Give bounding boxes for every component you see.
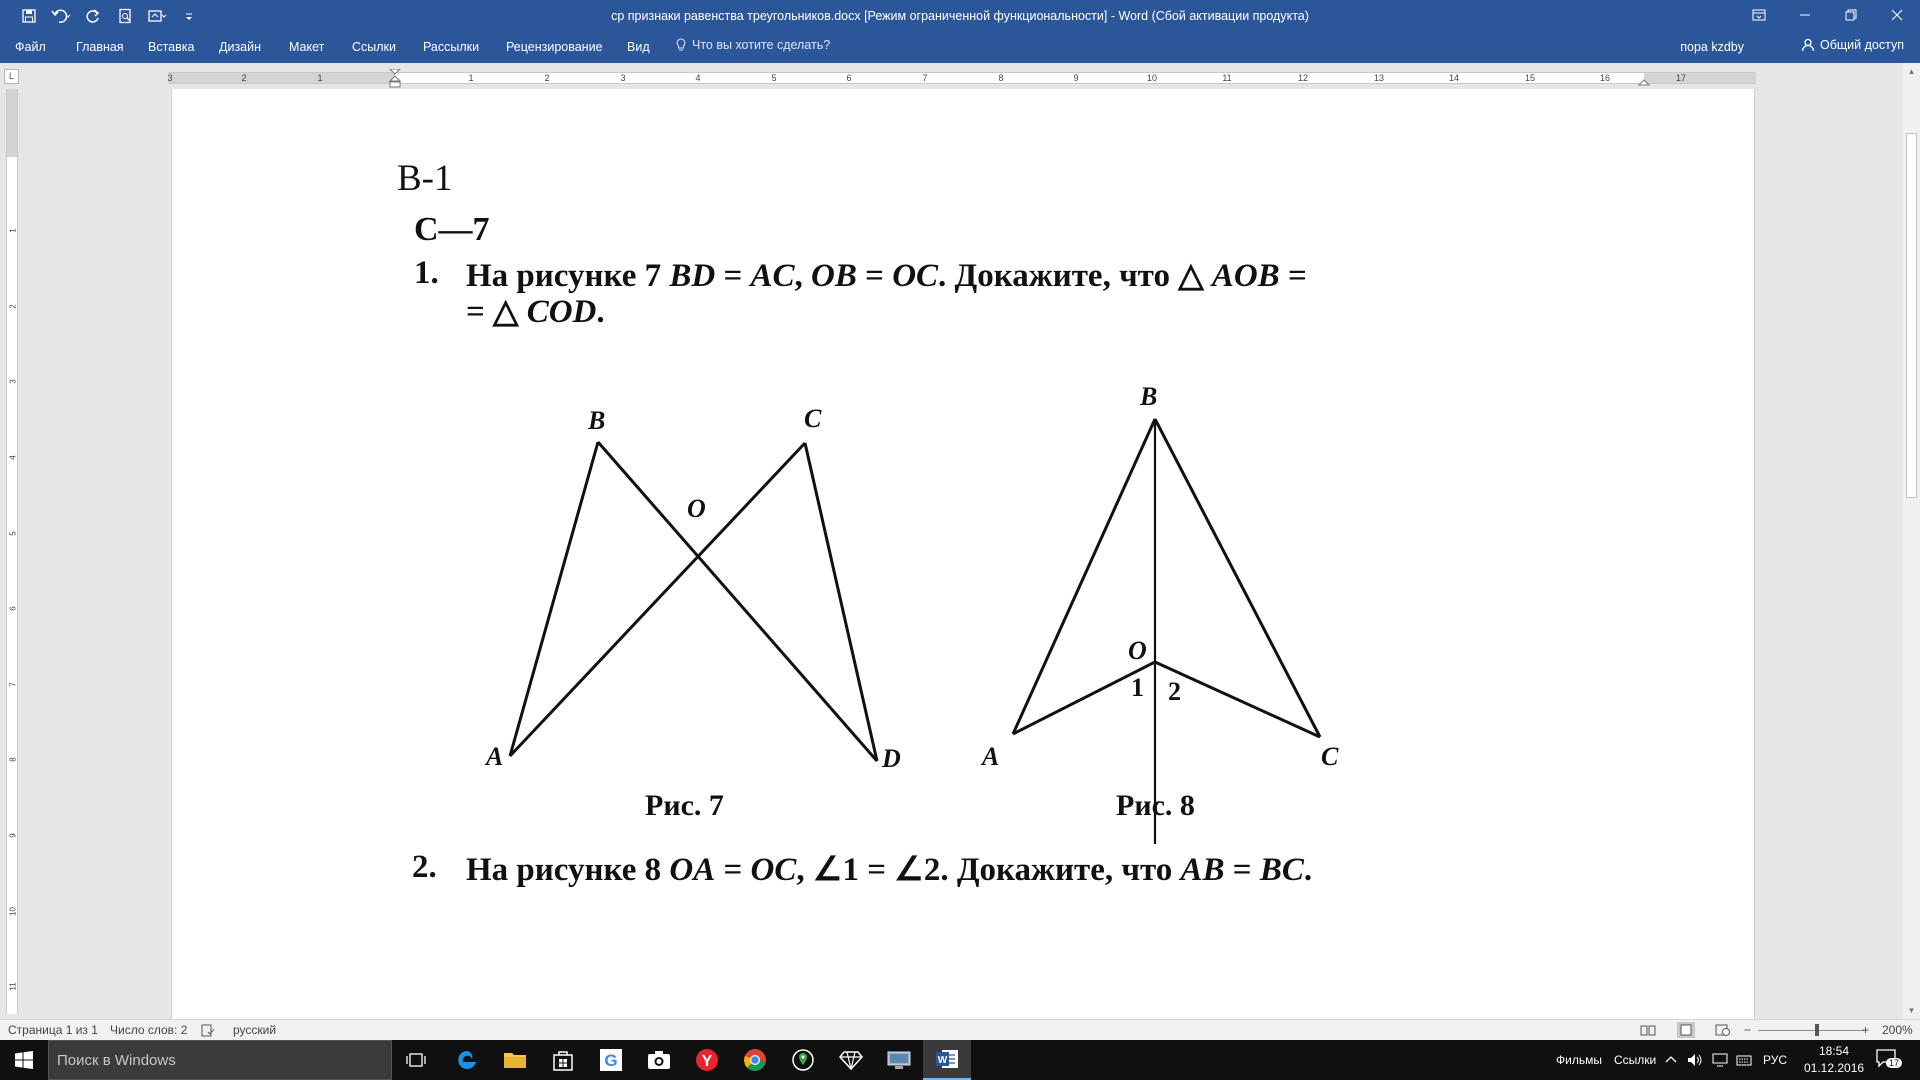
ruler-number: 4 <box>695 73 701 83</box>
svg-text:G: G <box>604 1051 618 1070</box>
volume-icon[interactable] <box>1687 1053 1703 1067</box>
ruler-number: 3 <box>620 73 626 83</box>
fig7-label-c: C <box>804 404 822 433</box>
vertical-scrollbar[interactable] <box>1903 63 1920 1019</box>
title-bar <box>0 0 1920 33</box>
lightbulb-icon <box>676 38 686 52</box>
ruler-number: 10 <box>1146 73 1157 83</box>
store-icon[interactable] <box>539 1040 587 1080</box>
zoom-out-button[interactable]: − <box>1744 1023 1752 1037</box>
vruler-top-margin <box>7 89 17 157</box>
fig8-label-c: C <box>1321 742 1339 771</box>
right-indent-marker-icon[interactable] <box>1638 75 1650 87</box>
task-view-icon[interactable] <box>392 1040 440 1080</box>
ribbon-tabs <box>0 33 1920 63</box>
notifications-icon[interactable] <box>1875 1048 1901 1072</box>
variant-heading: В-1 <box>397 158 453 199</box>
figure-7-caption: Рис. 7 <box>645 789 724 822</box>
word-icon[interactable] <box>923 1040 971 1080</box>
task-1-number: 1. <box>414 255 439 291</box>
zoom-in-button[interactable]: + <box>1862 1023 1870 1037</box>
ruler-number: 12 <box>1297 73 1308 83</box>
zoom-level[interactable]: 200% <box>1882 1023 1913 1037</box>
taskbar-search-placeholder: Поиск в Windows <box>57 1052 176 1069</box>
share-label: Общий доступ <box>1820 38 1904 52</box>
vruler-number: 9 <box>8 833 18 838</box>
svg-text:W: W <box>937 1055 948 1066</box>
fig8-label-a: A <box>982 742 1000 771</box>
fig7-label-a: A <box>486 742 504 771</box>
ruler-number: 6 <box>846 73 852 83</box>
fig7-label-b: B <box>588 406 606 435</box>
figure-8-caption: Рис. 8 <box>1116 789 1195 822</box>
ruler-number: 5 <box>771 73 777 83</box>
word-count[interactable]: Число слов: 2 <box>110 1023 188 1037</box>
vertical-ruler[interactable] <box>6 89 18 1014</box>
section-heading: С—7 <box>414 211 490 248</box>
language-indicator[interactable]: русский <box>233 1023 277 1037</box>
computer-icon[interactable] <box>875 1040 923 1080</box>
tell-me-box[interactable] <box>676 38 830 52</box>
ruler-number: 13 <box>1373 73 1384 83</box>
keyboard-icon[interactable] <box>1736 1053 1752 1067</box>
tray-language[interactable]: РУС <box>1763 1053 1788 1067</box>
page-count[interactable]: Страница 1 из 1 <box>8 1023 98 1037</box>
minimize-icon[interactable] <box>1782 0 1828 30</box>
tab-insert[interactable]: Вставка <box>148 40 195 54</box>
task-1-line-2: = △ COD. <box>466 294 605 330</box>
tab-references[interactable]: Ссылки <box>352 40 397 54</box>
horizontal-ruler[interactable] <box>168 72 1756 84</box>
taskbar <box>0 1040 1920 1080</box>
status-bar <box>0 1019 1920 1040</box>
vruler-number: 7 <box>8 682 18 687</box>
svg-text:Y: Y <box>701 1053 713 1070</box>
scroll-up-icon[interactable]: ▲ <box>1907 67 1916 76</box>
scrollbar-thumb[interactable] <box>1906 133 1917 498</box>
vruler-number: 4 <box>8 455 18 460</box>
edge-icon[interactable] <box>443 1040 491 1080</box>
ruler-number: 14 <box>1448 73 1459 83</box>
tray-links[interactable]: Ссылки <box>1614 1053 1657 1067</box>
segment-CD <box>805 443 877 761</box>
person-icon <box>1801 38 1815 52</box>
tab-selector[interactable]: L <box>4 69 19 84</box>
ruler-number: 7 <box>922 73 928 83</box>
tell-me-text: Что вы хотите сделать? <box>692 38 831 52</box>
clock-time: 18:54 <box>1818 1044 1850 1058</box>
windows-start-icon[interactable] <box>0 1040 48 1080</box>
vruler-number: 11 <box>8 982 18 991</box>
ribbon-options-icon[interactable] <box>1736 0 1782 30</box>
tray-chevron-up-icon[interactable] <box>1665 1054 1677 1066</box>
vruler-number: 2 <box>8 304 18 309</box>
network-icon[interactable] <box>1712 1053 1730 1067</box>
vruler-number: 1 <box>8 228 18 233</box>
zoom-slider-knob[interactable] <box>1815 1024 1819 1036</box>
vruler-number: 3 <box>8 379 18 384</box>
fig8-label-b: B <box>1140 382 1158 411</box>
tab-layout[interactable]: Макет <box>289 40 325 54</box>
scroll-down-icon[interactable]: ▼ <box>1907 1006 1916 1015</box>
zoom-slider[interactable] <box>1758 1030 1864 1031</box>
tray-films[interactable]: Фильмы <box>1556 1053 1602 1067</box>
yandex-icon[interactable] <box>683 1040 731 1080</box>
close-icon[interactable] <box>1874 0 1920 30</box>
ruler-number: 1 <box>468 73 474 83</box>
task-1 <box>414 255 1614 335</box>
ruler-area <box>0 63 1920 89</box>
fig7-label-o: O <box>687 494 706 523</box>
tab-mailings[interactable]: Рассылки <box>423 40 480 54</box>
clock[interactable] <box>1804 1043 1864 1077</box>
chrome-icon[interactable] <box>731 1040 779 1080</box>
gem-icon[interactable] <box>827 1040 875 1080</box>
ruler-left-margin <box>168 73 395 83</box>
task-1-line-1: На рисунке 7 BD = AC, OB = OC. Докажите, что △ AOB = <box>466 258 1307 294</box>
segment-BD <box>598 442 877 761</box>
camera-icon[interactable] <box>635 1040 683 1080</box>
document-page[interactable] <box>171 89 1755 1019</box>
fig8-label-o: O <box>1128 636 1147 665</box>
fig7-label-d: D <box>882 744 901 773</box>
restore-icon[interactable] <box>1828 0 1874 30</box>
vruler-number: 6 <box>8 606 18 611</box>
ruler-number: 11 <box>1222 73 1232 83</box>
ruler-number: 2 <box>241 73 247 83</box>
web-layout-icon[interactable] <box>1715 1024 1731 1037</box>
tab-design[interactable]: Дизайн <box>219 40 262 54</box>
print-layout-icon[interactable] <box>1677 1022 1695 1038</box>
task-2-text: На рисунке 8 OA = OC, ∠1 = ∠2. Докажите, что AB = BC. <box>466 852 1313 888</box>
ruler-number: 16 <box>1599 73 1610 83</box>
maps-icon[interactable] <box>779 1040 827 1080</box>
indent-marker-icon[interactable] <box>389 69 401 89</box>
tab-view[interactable]: Вид <box>627 40 650 54</box>
tab-home[interactable]: Главная <box>76 40 124 54</box>
read-mode-icon[interactable] <box>1640 1024 1656 1037</box>
ruler-number: 2 <box>544 73 550 83</box>
proofing-icon[interactable] <box>201 1024 215 1037</box>
taskbar-search-box[interactable] <box>48 1040 392 1080</box>
tab-file[interactable]: Файл <box>15 40 46 54</box>
figure-8 <box>942 349 1542 869</box>
file-explorer-icon[interactable] <box>491 1040 539 1080</box>
vruler-number: 8 <box>8 757 18 762</box>
fig8-label-angle-1: 1 <box>1131 673 1144 702</box>
ruler-number: 9 <box>1073 73 1079 83</box>
notifications-count: 17 <box>1886 1058 1902 1068</box>
clock-date: 01.12.2016 <box>1804 1061 1865 1075</box>
task-2-number: 2. <box>412 849 437 885</box>
ruler-number: 3 <box>167 73 173 83</box>
ruler-number: 15 <box>1524 73 1535 83</box>
user-name[interactable]: пора kzdby <box>1680 40 1744 54</box>
tab-review[interactable]: Рецензирование <box>506 40 603 54</box>
vruler-number: 5 <box>8 531 18 536</box>
fig8-label-angle-2: 2 <box>1168 677 1181 706</box>
task-2 <box>412 849 1612 889</box>
share-button[interactable] <box>1801 38 1904 52</box>
ruler-number: 1 <box>317 73 323 83</box>
google-icon[interactable] <box>587 1040 635 1080</box>
ruler-right-margin <box>1644 73 1756 83</box>
window-controls <box>1736 0 1920 30</box>
vruler-number: 10 <box>8 907 18 916</box>
ruler-number: 8 <box>998 73 1004 83</box>
ruler-number: 17 <box>1675 73 1686 83</box>
window-title: ср признаки равенства треугольников.docx [Режим ограниченной функциональности] - Word (Сбой активации продукта) <box>611 9 1309 23</box>
